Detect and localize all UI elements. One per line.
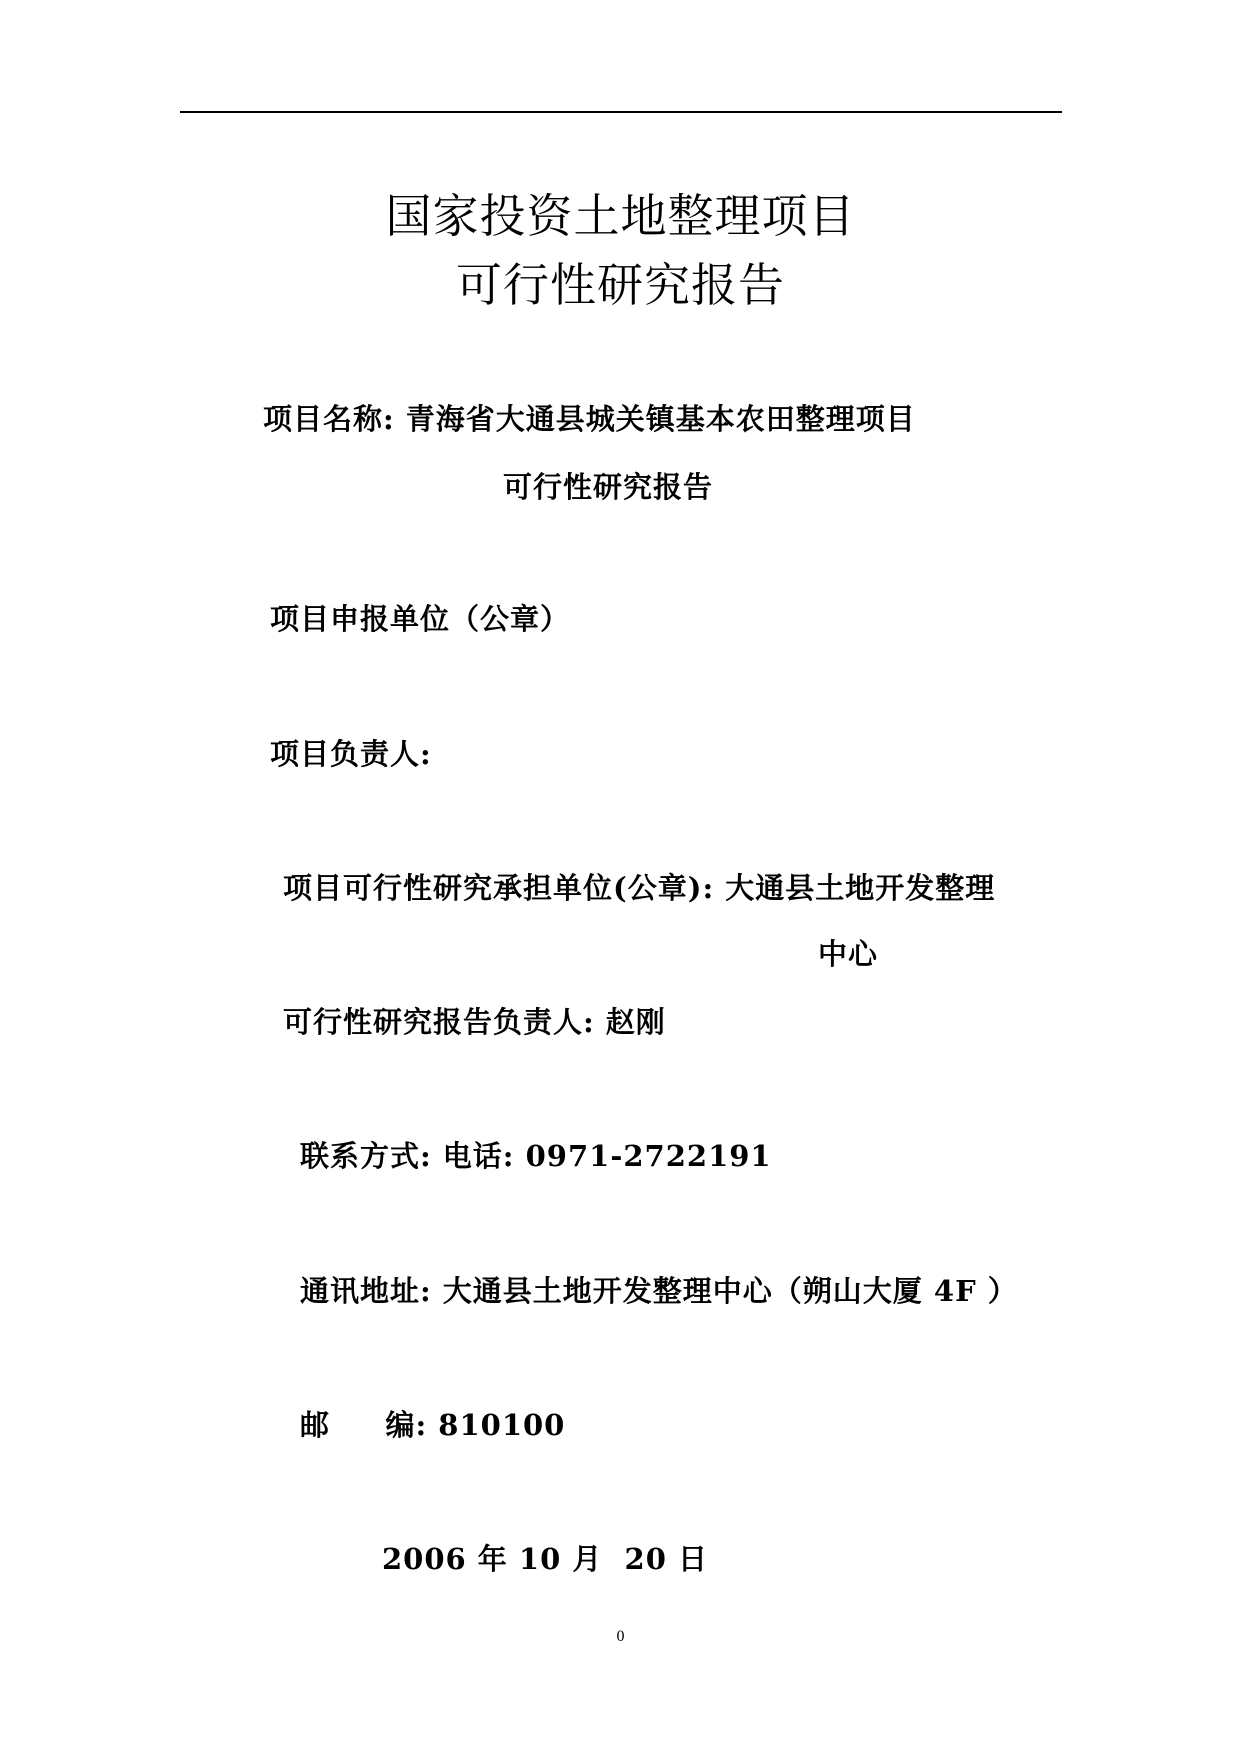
project-person-in-charge: 项目负责人:	[270, 737, 432, 771]
applicant-unit: 项目申报单位（公章）	[270, 602, 571, 636]
mailing-address: 通讯地址: 大通县土地开发整理中心（朔山大厦 4F ）	[300, 1274, 1018, 1308]
undertaker-line2: 中心	[818, 937, 879, 971]
undertaker-line1: 项目可行性研究承担单位(公章): 大通县土地开发整理	[283, 871, 996, 905]
report-lead: 可行性研究报告负责人: 赵刚	[283, 1005, 666, 1039]
contact-phone: 联系方式: 电话: 0971-2722191	[300, 1139, 772, 1173]
report-date: 2006 年 10 月 20 日	[382, 1542, 709, 1576]
document-title-line2: 可行性研究报告	[456, 258, 785, 312]
project-name-line2: 可行性研究报告	[503, 470, 714, 504]
project-name-line1: 项目名称: 青海省大通县城关镇基本农田整理项目	[263, 402, 916, 436]
postal-code: 邮 编: 810100	[300, 1408, 566, 1442]
header-rule	[180, 111, 1062, 113]
page-number: 0	[616, 1628, 625, 1645]
document-title-line1: 国家投资土地整理项目	[385, 189, 856, 243]
